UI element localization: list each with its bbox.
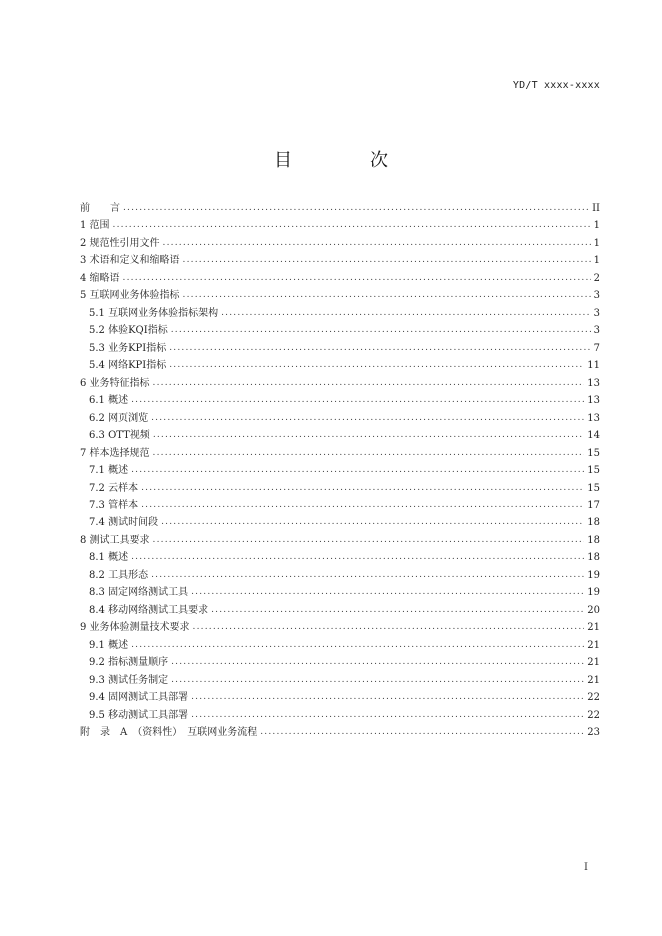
toc-dot-leader <box>260 724 584 741</box>
toc-entry[interactable] <box>80 497 600 514</box>
toc-entry-page: 19 <box>587 569 600 581</box>
toc-dot-leader <box>171 322 591 339</box>
toc-entry-label: 1 范围 <box>80 220 110 232</box>
toc-entry-page: 21 <box>587 622 600 634</box>
toc-dot-leader <box>169 340 590 357</box>
toc-entry-page: 18 <box>587 552 600 564</box>
toc-dot-leader <box>221 305 591 322</box>
toc-entry-label: 2 规范性引用文件 <box>80 237 160 249</box>
toc-entry-label: 7.1 概述 <box>89 465 129 477</box>
toc-entry-page: 17 <box>587 499 600 511</box>
toc-dot-leader <box>163 235 591 252</box>
toc-dot-leader <box>183 287 591 304</box>
toc-entry-label: 8.2 工具形态 <box>89 569 149 581</box>
toc-entry[interactable] <box>80 584 600 601</box>
toc-entry-label: 6.3 OTT视频 <box>89 430 150 442</box>
toc-dot-leader <box>141 480 584 497</box>
toc-entry-label: 6.2 网页浏览 <box>89 412 149 424</box>
toc-entry-label: 7.3 管样本 <box>89 499 139 511</box>
toc-entry-label: 9.3 测试任务制定 <box>89 674 169 686</box>
toc-dot-leader <box>131 637 584 654</box>
toc-entry[interactable] <box>80 200 600 217</box>
toc-entry-label: 8.1 概述 <box>89 552 129 564</box>
toc-dot-leader <box>191 707 584 724</box>
toc-entry-page: 1 <box>593 255 600 267</box>
toc-entry-page: 1 <box>593 220 600 232</box>
toc-entry[interactable] <box>80 392 600 409</box>
toc-dot-leader <box>191 584 584 601</box>
toc-entry-page: 18 <box>587 517 600 529</box>
toc-dot-leader <box>169 357 584 374</box>
toc-dot-leader <box>113 217 591 234</box>
toc-entry-label: 9 业务体验测量技术要求 <box>80 622 190 634</box>
toc-entry-page: 3 <box>593 307 600 319</box>
toc-dot-leader <box>153 532 585 549</box>
toc-dot-leader <box>191 689 584 706</box>
toc-entry[interactable] <box>80 270 600 287</box>
toc-entry-label: 4 缩略语 <box>80 272 120 284</box>
toc-entry[interactable] <box>80 549 600 566</box>
toc-entry-label: 附 录 A （资料性） 互联网业务流程 <box>80 727 258 739</box>
toc-entry[interactable] <box>80 724 600 741</box>
page-number: I <box>584 862 588 873</box>
toc-entry-label: 5.1 互联网业务体验指标架构 <box>89 307 219 319</box>
toc-entry-page: 13 <box>587 377 600 389</box>
toc-entry-page: 23 <box>587 727 600 739</box>
toc-entry-page: 14 <box>587 430 600 442</box>
toc-entry-label: 5.3 业务KPI指标 <box>89 342 167 354</box>
toc-entry[interactable] <box>80 235 600 252</box>
toc-entry[interactable] <box>80 252 600 269</box>
toc-entry[interactable] <box>80 427 600 444</box>
toc-entry-label: 3 术语和定义和缩略语 <box>80 255 180 267</box>
toc-entry[interactable] <box>80 707 600 724</box>
toc-entry-label: 9.2 指标测量顺序 <box>89 657 169 669</box>
toc-entry-page: 2 <box>593 272 600 284</box>
toc-entry-page: 7 <box>593 342 600 354</box>
toc-entry-label: 8.4 移动网络测试工具要求 <box>89 604 209 616</box>
toc-dot-leader <box>171 672 584 689</box>
toc-entry-label: 9.1 概述 <box>89 639 129 651</box>
toc-entry-label: 9.4 固网测试工具部署 <box>89 692 189 704</box>
toc-dot-leader <box>153 445 585 462</box>
toc-entry-page: 21 <box>587 674 600 686</box>
toc-entry[interactable] <box>80 287 600 304</box>
toc-entry-page: 15 <box>587 447 600 459</box>
toc-entry-label: 6.1 概述 <box>89 395 129 407</box>
toc-entry[interactable] <box>80 514 600 531</box>
toc-entry-label: 8.3 固定网络测试工具 <box>89 587 189 599</box>
toc-entry[interactable] <box>80 340 600 357</box>
toc-dot-leader <box>131 549 584 566</box>
toc-entry-page: 3 <box>593 290 600 302</box>
toc-entry-page: 3 <box>593 325 600 337</box>
toc-entry[interactable] <box>80 637 600 654</box>
toc-entry-page: 15 <box>587 465 600 477</box>
toc-entry-page: 18 <box>587 534 600 546</box>
toc-entry-page: 22 <box>587 692 600 704</box>
toc-entry[interactable] <box>80 602 600 619</box>
toc-entry-label: 5.2 体验KQI指标 <box>89 325 168 337</box>
toc-entry-page: II <box>592 203 600 214</box>
toc-entry-page: 15 <box>587 482 600 494</box>
toc-entry-label: 7 样本选择规范 <box>80 447 150 459</box>
toc-entry-page: 13 <box>587 395 600 407</box>
toc-entry[interactable] <box>80 689 600 706</box>
toc-entry-page: 21 <box>587 657 600 669</box>
toc-dot-leader <box>151 567 584 584</box>
toc-entry-page: 22 <box>587 709 600 721</box>
toc-entry-page: 11 <box>587 360 600 372</box>
toc-dot-leader <box>131 462 584 479</box>
toc-entry[interactable] <box>80 654 600 671</box>
toc-dot-leader <box>211 602 584 619</box>
toc-entry[interactable] <box>80 217 600 234</box>
toc-entry-page: 13 <box>587 412 600 424</box>
toc-entry[interactable] <box>80 567 600 584</box>
toc-dot-leader <box>153 427 584 444</box>
toc-entry-page: 19 <box>587 587 600 599</box>
toc-dot-leader <box>193 619 585 636</box>
toc-entry[interactable] <box>80 322 600 339</box>
toc-entry-label: 6 业务特征指标 <box>80 377 150 389</box>
toc-entry-label: 7.2 云样本 <box>89 482 139 494</box>
toc-entry-label: 5.4 网络KPI指标 <box>89 360 167 372</box>
toc-dot-leader <box>141 497 584 514</box>
page-title: 目 次 <box>274 150 418 171</box>
toc-entry[interactable] <box>80 410 600 427</box>
toc-entry-page: 20 <box>587 604 600 616</box>
toc-entry[interactable] <box>80 305 600 322</box>
toc-dot-leader <box>183 252 591 269</box>
table-of-contents <box>80 200 600 742</box>
toc-entry[interactable] <box>80 480 600 497</box>
toc-entry[interactable] <box>80 532 600 549</box>
toc-entry-label: 7.4 测试时间段 <box>89 517 159 529</box>
toc-entry[interactable] <box>80 672 600 689</box>
toc-dot-leader <box>161 514 584 531</box>
toc-entry[interactable] <box>80 619 600 636</box>
toc-dot-leader <box>131 392 584 409</box>
toc-dot-leader <box>123 270 591 287</box>
toc-entry-label: 前 言 <box>80 203 120 214</box>
document-code: YD/T xxxx-xxxx <box>512 80 600 91</box>
toc-entry-page: 21 <box>587 639 600 651</box>
toc-dot-leader <box>123 200 589 217</box>
toc-entry-label: 5 互联网业务体验指标 <box>80 290 180 302</box>
toc-entry[interactable] <box>80 445 600 462</box>
toc-dot-leader <box>153 375 585 392</box>
toc-entry[interactable] <box>80 375 600 392</box>
toc-dot-leader <box>151 410 584 427</box>
toc-entry-label: 9.5 移动测试工具部署 <box>89 709 189 721</box>
toc-entry-page: 1 <box>593 237 600 249</box>
toc-entry[interactable] <box>80 462 600 479</box>
toc-entry[interactable] <box>80 357 600 374</box>
toc-entry-label: 8 测试工具要求 <box>80 534 150 546</box>
toc-dot-leader <box>171 654 584 671</box>
